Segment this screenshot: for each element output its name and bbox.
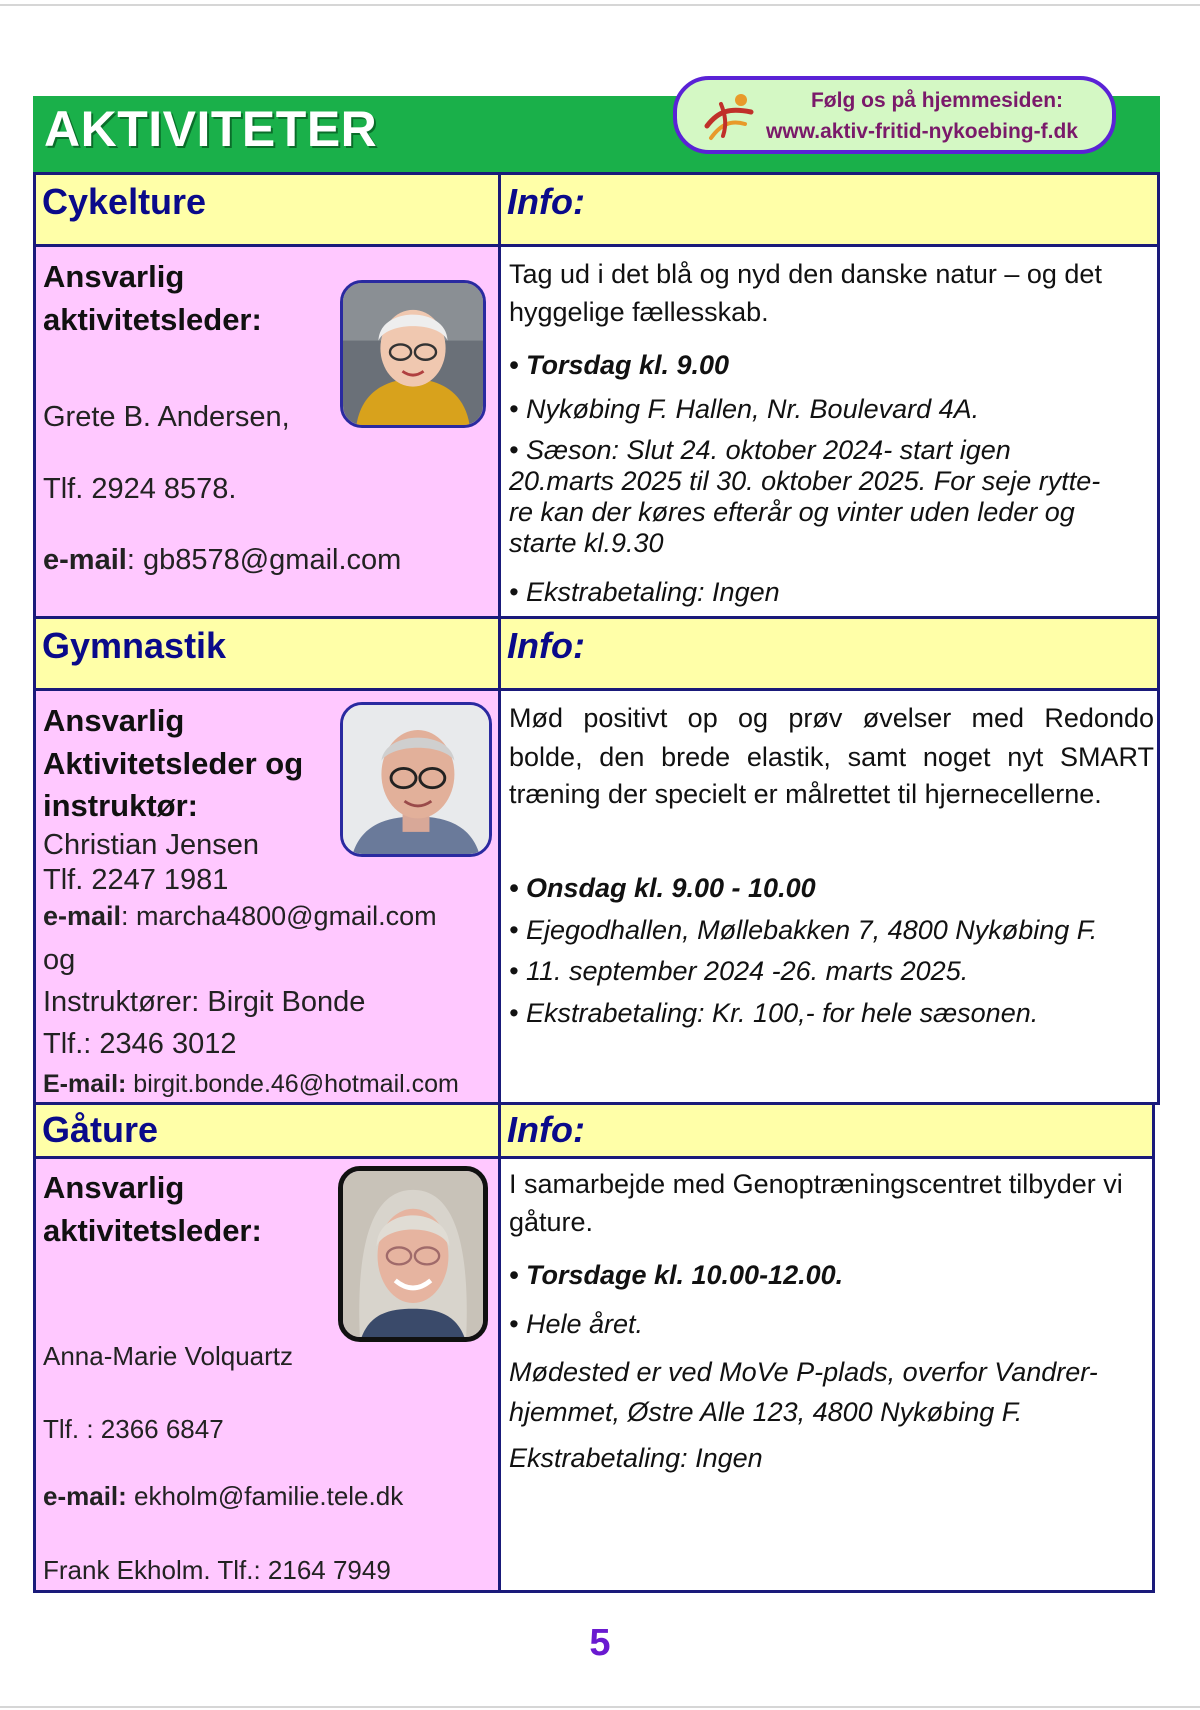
leader-label: aktivitetsleder:	[43, 1213, 262, 1248]
page-number: 5	[589, 1622, 611, 1664]
leader-label: instruktør:	[43, 788, 198, 823]
leader-email: e-mail: ekholm@familie.tele.dk	[43, 1481, 404, 1511]
info-place: • Nykøbing F. Hallen, Nr. Boulevard 4A.	[509, 394, 980, 424]
leader-label: Aktivitetsleder og	[43, 746, 304, 781]
info-payment: • Ekstrabetaling: Kr. 100,- for hele sæsonen.	[509, 998, 1039, 1028]
info-heading: Info:	[498, 1102, 1155, 1159]
info-day: • Torsdag kl. 9.00	[509, 350, 730, 380]
info-intro: træning der specielt er målrettet til hjernecellerne.	[509, 779, 1102, 809]
info-place: • Ejegodhallen, Møllebakken 7, 4800 Nykøbing F.	[509, 915, 1098, 945]
instructor-email: E-mail: birgit.bonde.46@hotmail.com	[43, 1070, 459, 1098]
info-payment: Ekstrabetaling: Ingen	[509, 1443, 763, 1473]
leader-label: Ansvarlig	[43, 259, 185, 294]
leader-email: e-mail: marcha4800@gmail.com	[43, 901, 437, 931]
and-text: og	[43, 944, 76, 976]
info-cell	[498, 244, 1160, 619]
leader-phone: Tlf. 2247 1981	[43, 864, 229, 896]
bottom-rule	[0, 1706, 1200, 1708]
leader-photo	[340, 702, 492, 857]
leader-name: Grete B. Andersen,	[43, 401, 290, 433]
info-intro: Mød positivt op og prøv øvelser med Redondo	[509, 703, 1154, 733]
section-heading-gymnastik: Gymnastik	[33, 616, 501, 691]
info-season: 20.marts 2025 til 30. oktober 2025. For seje rytte-	[509, 466, 1101, 496]
section-heading-cykelture: Cykelture	[33, 172, 501, 247]
leader-phone: Tlf. 2924 8578.	[43, 473, 237, 505]
info-season: • Sæson: Slut 24. oktober 2024- start igen	[509, 435, 1011, 465]
info-payment: • Ekstrabetaling: Ingen	[509, 577, 780, 607]
info-meeting-place: hjemmet, Østre Alle 123, 4800 Nykøbing F.	[509, 1397, 1023, 1427]
page-title: AKTIVITETER	[44, 101, 378, 157]
info-year: • Hele året.	[509, 1309, 644, 1339]
instructor-name: Instruktører: Birgit Bonde	[43, 986, 366, 1018]
leader-label: Ansvarlig	[43, 1170, 185, 1205]
leader-label: aktivitetsleder:	[43, 302, 262, 337]
leader-name: Christian Jensen	[43, 829, 259, 861]
info-meeting-place: Mødested er ved MoVe P-plads, overfor Vandrer-	[509, 1357, 1098, 1387]
leader-photo	[340, 280, 486, 428]
info-intro: Tag ud i det blå og nyd den danske natur – og det hyggelige fællesskab.	[509, 259, 1102, 327]
leader-cell	[33, 244, 501, 619]
info-heading: Info:	[498, 616, 1160, 691]
extra-contact: Frank Ekholm. Tlf.: 2164 7949	[43, 1555, 391, 1585]
info-cell	[498, 1156, 1155, 1593]
info-season: starte kl.9.30	[509, 528, 664, 558]
instructor-phone: Tlf.: 2346 3012	[43, 1028, 237, 1060]
leader-cell	[33, 688, 501, 1105]
info-cell	[498, 688, 1160, 1105]
leader-photo	[338, 1166, 488, 1342]
leader-cell	[33, 1156, 501, 1593]
top-rule	[0, 4, 1200, 6]
info-period: • 11. september 2024 -26. marts 2025.	[509, 956, 969, 986]
leader-email: e-mail: gb8578@gmail.com	[43, 544, 402, 576]
website-link[interactable]: www.aktiv-fritid-nykoebing-f.dk	[766, 120, 1078, 143]
leader-phone: Tlf. : 2366 6847	[43, 1414, 224, 1444]
info-intro: I samarbejde med Genoptræningscentret tilbyder vi gåture.	[509, 1169, 1123, 1237]
info-day: • Onsdag kl. 9.00 - 10.00	[509, 873, 816, 903]
section-heading-gaature: Gåture	[33, 1102, 501, 1159]
info-season: re kan der køres efterår og vinter uden leder og	[509, 497, 1075, 527]
info-intro: bolde, den brede elastik, samt noget nyt SMART	[509, 742, 1154, 772]
info-day: • Torsdage kl. 10.00-12.00.	[509, 1260, 844, 1290]
website-banner[interactable]	[673, 76, 1116, 154]
follow-text: Følg os på hjemmesiden:	[810, 89, 1064, 112]
leader-name: Anna-Marie Volquartz	[43, 1341, 294, 1371]
info-heading: Info:	[498, 172, 1160, 247]
leader-label: Ansvarlig	[43, 703, 185, 738]
